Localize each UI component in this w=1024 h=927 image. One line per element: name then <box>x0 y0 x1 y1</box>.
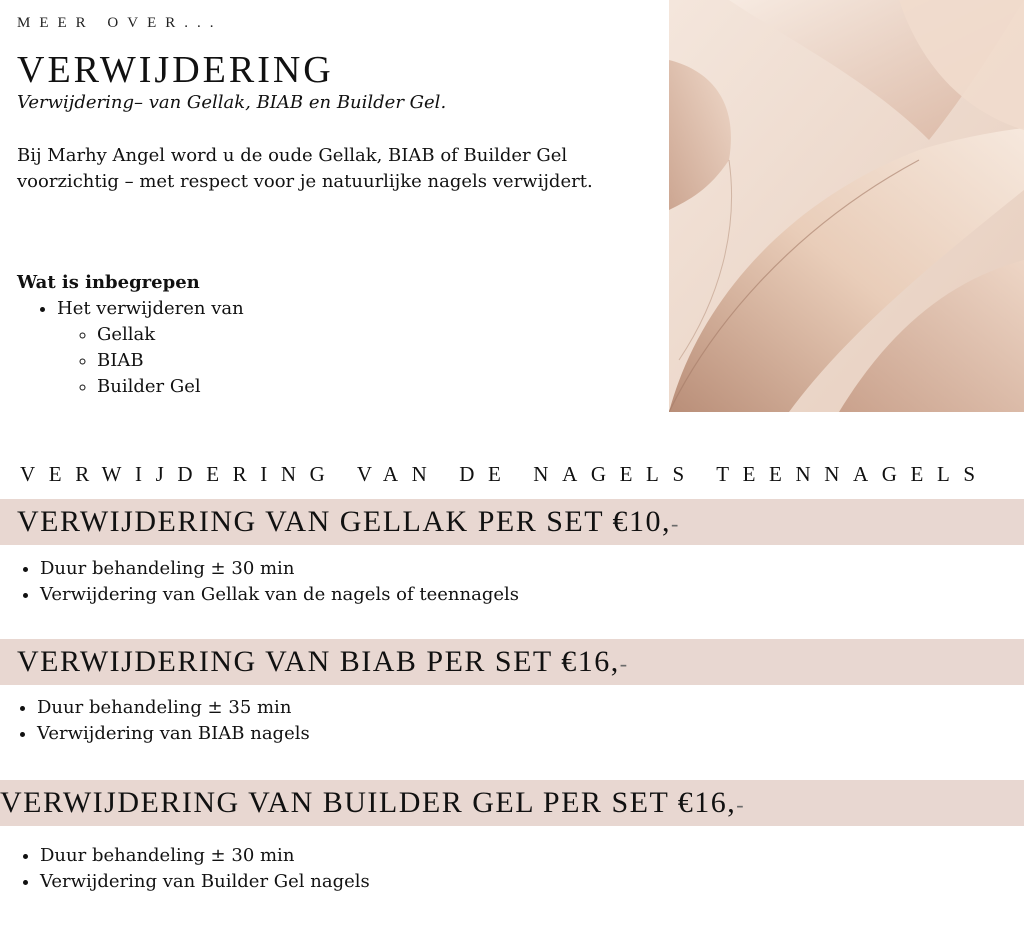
service-title <box>0 639 1024 687</box>
service-band-biab <box>0 639 1024 685</box>
service-details-gellak <box>0 556 519 608</box>
list-item: • Duur behandeling ± 35 min <box>37 695 310 721</box>
list-item: • Duur behandeling ± 30 min <box>40 843 370 869</box>
page-title: VERWIJDERING <box>17 49 334 91</box>
petal-image <box>669 0 1024 412</box>
service-title-text: VERWIJDERING VAN BIAB PER SET €16, <box>17 645 620 678</box>
page-subtitle: Verwijdering– van Gellak, BIAB en Builder Gel. <box>17 92 447 113</box>
included-item-label: Het verwijderen van <box>57 298 244 319</box>
list-item: • Duur behandeling ± 30 min <box>40 556 519 582</box>
intro-paragraph: Bij Marhy Angel word u de oude Gellak, BIAB of Builder Gel voorzichtig – met respect voor je natuurlijke nagels verwijdert. <box>17 145 593 192</box>
included-title: Wat is inbegrepen <box>17 272 200 293</box>
service-title <box>0 780 1024 828</box>
list-item: • Verwijdering van Builder Gel nagels <box>40 869 370 895</box>
service-title-text: VERWIJDERING VAN BUILDER GEL PER SET €16, <box>0 786 737 819</box>
included-list <box>17 296 244 400</box>
service-title-text: VERWIJDERING VAN GELLAK PER SET €10, <box>17 505 672 538</box>
list-item <box>57 296 244 400</box>
list-item: • Verwijdering van Gellak van de nagels of teennagels <box>40 582 519 608</box>
service-details-biab <box>0 695 310 747</box>
service-title <box>0 499 1024 547</box>
petal-illustration <box>669 0 1024 412</box>
price-dash: - <box>619 651 629 676</box>
service-details-builder-gel <box>0 843 370 895</box>
list-item: ◦ BIAB <box>97 348 244 374</box>
list-item: ◦ Builder Gel <box>97 374 244 400</box>
kicker-text: MEER OVER... <box>17 15 223 31</box>
service-band-gellak <box>0 499 1024 545</box>
price-dash: - <box>736 792 746 817</box>
section-heading: VERWIJDERING VAN DE NAGELS TEENNAGELS <box>20 462 989 486</box>
list-item: ◦ Gellak <box>97 322 244 348</box>
price-dash: - <box>671 511 680 536</box>
list-item: • Verwijdering van BIAB nagels <box>37 721 310 747</box>
service-band-builder-gel <box>0 780 1024 826</box>
